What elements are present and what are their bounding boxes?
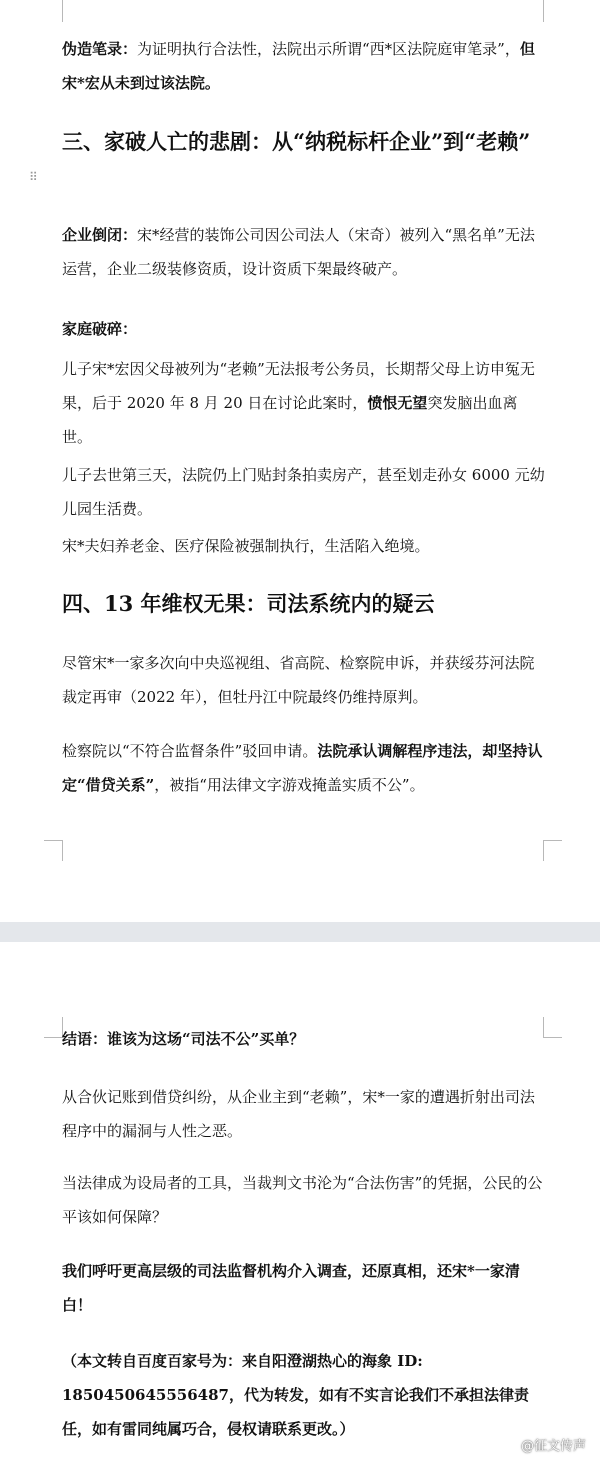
appeal-paragraph: 我们呼吁更高层级的司法监督机构介入调查，还原真相，还宋*一家清白！: [62, 1262, 520, 1314]
conclusion-heading: 结语：谁该为这场“司法不公”买单？: [62, 1030, 305, 1048]
page-gap: [0, 922, 600, 942]
company-collapse-paragraph: 企业倒闭：宋*经营的装饰公司因公司法人（宋奇）被列入“黑名单”无法运营，企业二级装修资质，设计资质下架最终破产。: [62, 226, 535, 278]
section-4-heading: 四、13 年维权无果：司法系统内的疑云: [62, 591, 435, 616]
family-paragraph-3: 宋*夫妇养老金、医疗保险被强制执行，生活陷入绝境。: [62, 537, 430, 555]
page-corner-mark: [44, 1017, 63, 1038]
section-3-heading: 三、家破人亡的悲剧：从“纳税标杆企业”到“老赖”: [62, 129, 531, 154]
forged-record-label: 伪造笔录：: [62, 40, 138, 58]
document-page-2: [0, 942, 600, 1464]
forged-record-paragraph: 伪造笔录：为证明执行合法性，法院出示所谓“西*区法院庭审笔录”，但宋*宏从未到过该法院。: [62, 40, 535, 92]
watermark: @征文传声: [520, 1439, 586, 1454]
section-4-paragraph-2: 检察院以“不符合监督条件”驳回申请。法院承认调解程序违法，却坚持认定“借贷关系”，被指“用法律文字游戏掩盖实质不公”。: [62, 742, 543, 794]
conclusion-paragraph-2: 当法律成为设局者的工具，当裁判文书沦为“合法伤害”的凭据，公民的公平该如何保障？: [62, 1174, 543, 1226]
page-corner-mark: [44, 840, 63, 861]
family-broken-label: 家庭破碎：: [62, 320, 138, 338]
page-corner-mark: [62, 0, 63, 22]
page-corner-mark: [543, 840, 562, 861]
section-4-paragraph-1: 尽管宋*一家多次向中央巡视组、省高院、检察院申诉，并获绥芬河法院裁定再审（2022 年），但牡丹江中院最终仍维持原判。: [62, 654, 535, 706]
family-paragraph-1: 儿子宋*宏因父母被列为“老赖”无法报考公务员，长期帮父母上访申冤无果，后于 2020 年 8 月 20 日在讨论此案时，愤恨无望突发脑出血离世。: [62, 360, 535, 446]
family-paragraph-2: 儿子去世第三天，法院仍上门贴封条拍卖房产，甚至划走孙女 6000 元幼儿园生活费。: [62, 466, 545, 518]
conclusion-paragraph-1: 从合伙记账到借贷纠纷，从企业主到“老赖”，宋*一家的遭遇折射出司法程序中的漏洞与人性之恶。: [62, 1088, 535, 1140]
page-corner-mark: [543, 0, 544, 22]
source-disclaimer-paragraph: （本文转自百度百家号为：来自阳澄湖热心的海象 ID: 1850450645556487，代为转发，如有不实言论我们不承担法律责任，如有雷同纯属巧合，侵权请联系更改。）: [62, 1352, 529, 1438]
drag-handle-icon[interactable]: ⠿: [29, 170, 38, 184]
